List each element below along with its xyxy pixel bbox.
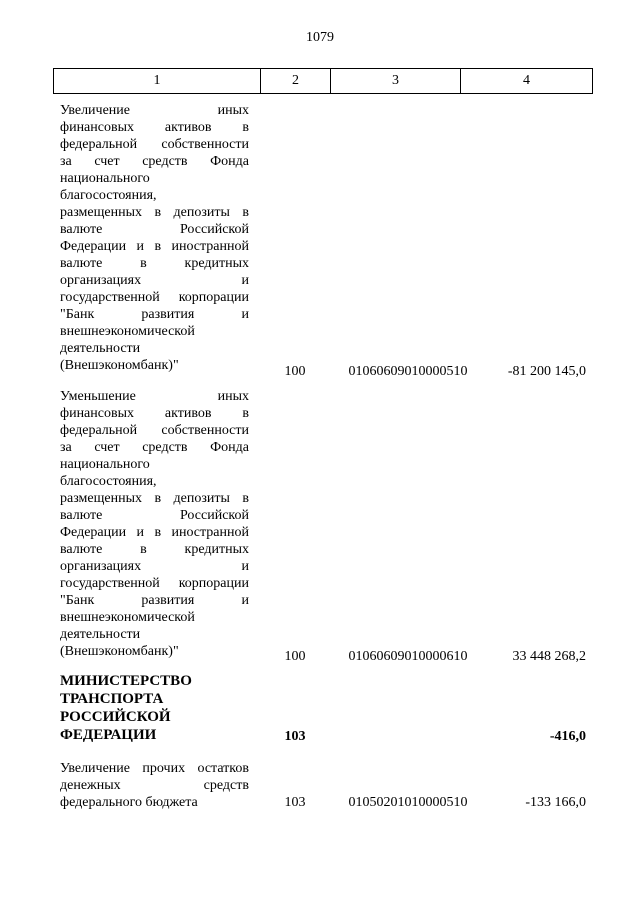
desc-line: организациях и [60, 273, 249, 288]
desc-line: финансовых активов в [60, 406, 249, 421]
desc-line: внешнеэкономической [60, 324, 195, 339]
row-3-amount: -416,0 [549, 729, 586, 744]
column-header-2: 2 [261, 69, 331, 94]
heading-line: ФЕДЕРАЦИИ [60, 727, 157, 743]
desc-line: финансовых активов в [60, 120, 249, 135]
desc-line: "Банк развития и [60, 307, 249, 322]
desc-line: внешнеэкономической [60, 610, 195, 625]
row-2-kbk: 01060609010000610 [348, 649, 468, 664]
desc-line: Федерации и в иностранной [60, 239, 249, 254]
desc-line: благосостояния, [60, 188, 157, 203]
desc-line: национального [60, 457, 150, 472]
row-4-description [60, 760, 249, 811]
desc-line: валюте в кредитных [60, 542, 249, 557]
heading-line: МИНИСТЕРСТВО [60, 673, 192, 689]
desc-line: федеральной собственности [60, 423, 249, 438]
desc-line: размещенных в депозиты в [60, 491, 249, 506]
desc-line: валюте Российской [60, 222, 249, 237]
desc-line: Уменьшение иных [60, 389, 249, 404]
desc-line: валюте в кредитных [60, 256, 249, 271]
row-3-ministry-heading [60, 673, 249, 745]
column-header-row [54, 69, 593, 94]
column-header-table [53, 68, 593, 94]
column-header-4: 4 [461, 69, 593, 94]
desc-line: за счет средств Фонда [60, 154, 249, 169]
row-4-code: 103 [284, 795, 306, 810]
row-2-amount: 33 448 268,2 [512, 649, 586, 664]
row-1-description [60, 102, 249, 374]
desc-line: деятельности [60, 341, 141, 356]
column-header-3: 3 [331, 69, 461, 94]
heading-line: ТРАНСПОРТА [60, 691, 164, 707]
desc-line: государственной корпорации [60, 290, 249, 305]
row-4-kbk: 01050201010000510 [348, 795, 468, 810]
desc-line: Увеличение иных [60, 103, 249, 118]
desc-line: Увеличение прочих остатков [60, 761, 249, 776]
page-number: 1079 [306, 30, 334, 45]
desc-line: денежных средств [60, 778, 249, 793]
heading-line: РОССИЙСКОЙ [60, 709, 171, 725]
row-2-description [60, 388, 249, 660]
row-1-amount: -81 200 145,0 [507, 364, 586, 379]
row-1-kbk: 01060609010000510 [348, 364, 468, 379]
desc-line: (Внешэкономбанк)" [60, 358, 179, 373]
desc-line: Федерации и в иностранной [60, 525, 249, 540]
desc-line: за счет средств Фонда [60, 440, 249, 455]
desc-line: государственной корпорации [60, 576, 249, 591]
column-header-1: 1 [54, 69, 261, 94]
row-3-code: 103 [284, 729, 306, 744]
desc-line: организациях и [60, 559, 249, 574]
desc-line: федерального бюджета [60, 795, 198, 810]
desc-line: размещенных в депозиты в [60, 205, 249, 220]
desc-line: национального [60, 171, 150, 186]
desc-line: федеральной собственности [60, 137, 249, 152]
row-1-code: 100 [284, 364, 306, 379]
desc-line: деятельности [60, 627, 141, 642]
desc-line: валюте Российской [60, 508, 249, 523]
row-2-code: 100 [284, 649, 306, 664]
row-4-amount: -133 166,0 [525, 795, 586, 810]
desc-line: "Банк развития и [60, 593, 249, 608]
desc-line: благосостояния, [60, 474, 157, 489]
desc-line: (Внешэкономбанк)" [60, 644, 179, 659]
